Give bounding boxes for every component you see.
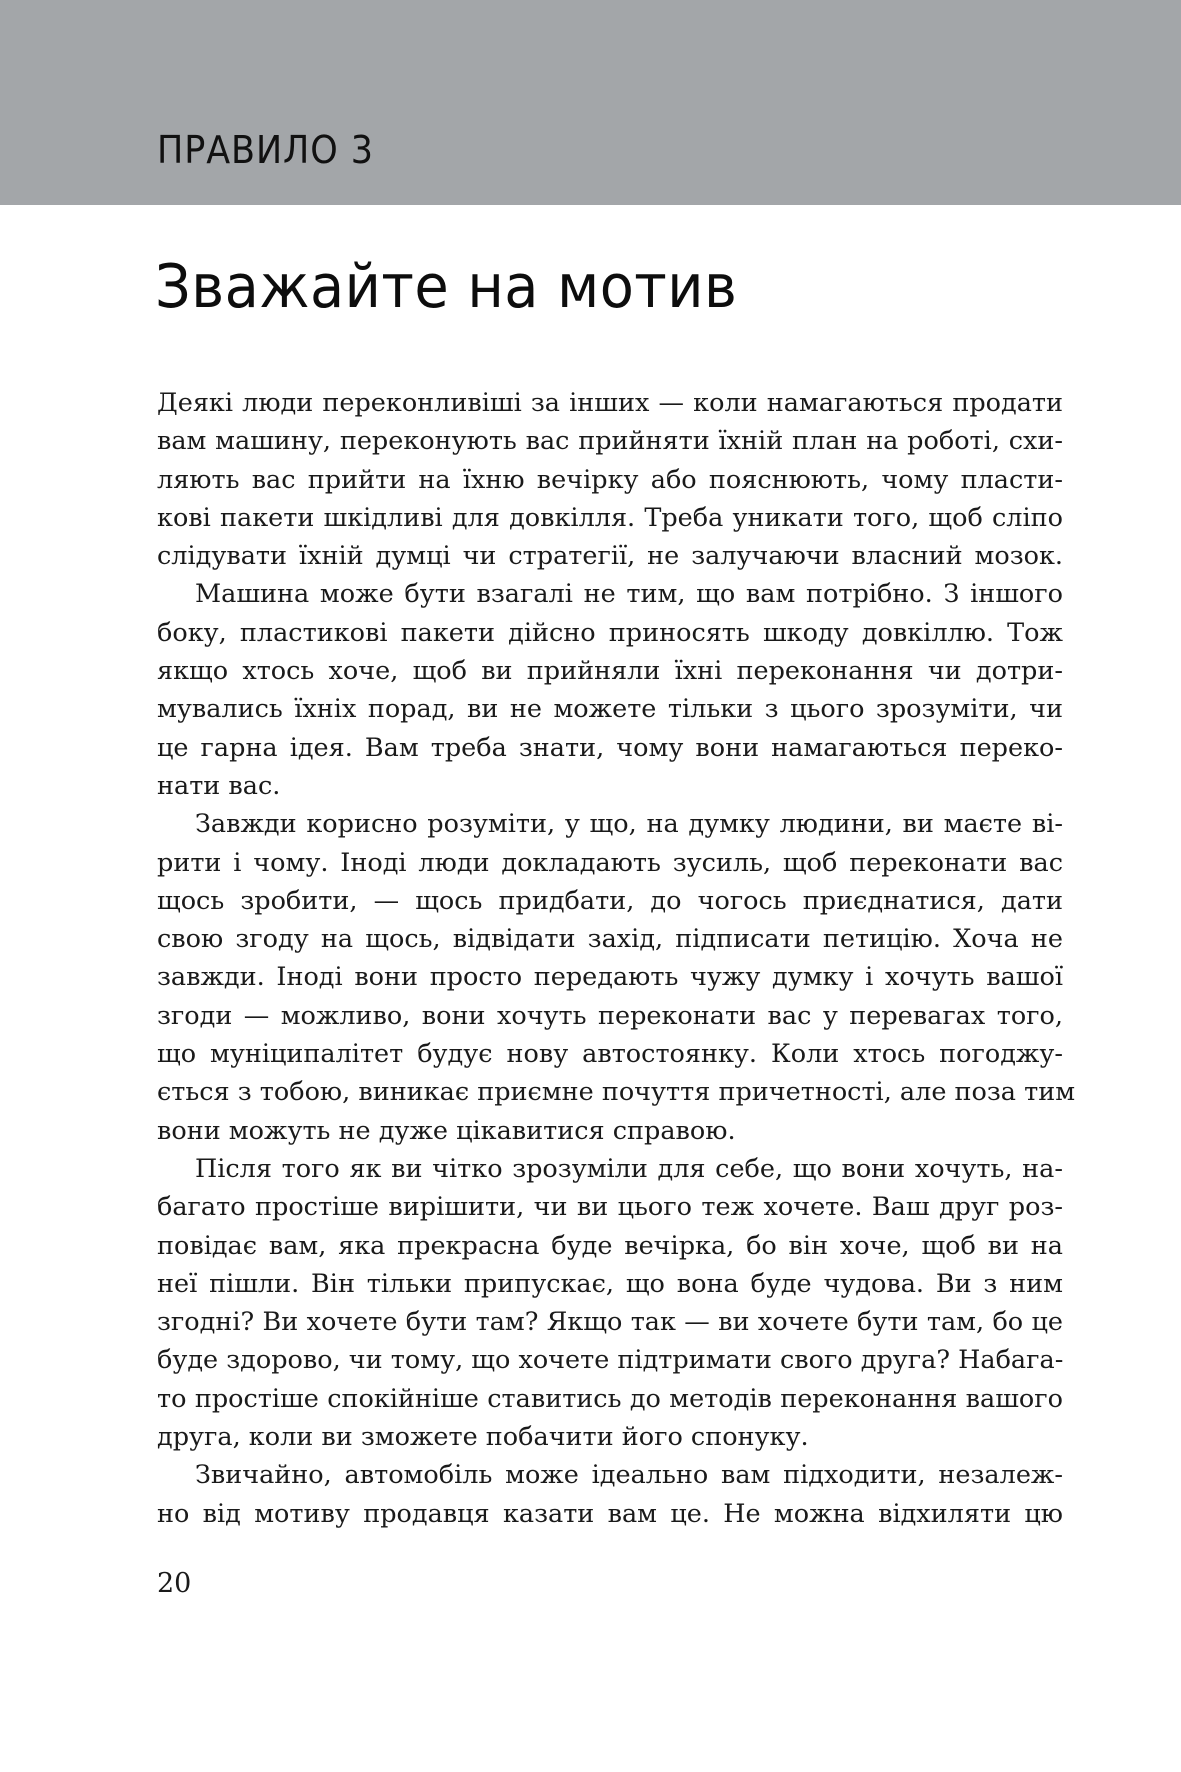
text-line: ляють вас прийти на їхню вечірку або пояснюють, чому пласти- (157, 464, 1063, 495)
chapter-header-band (0, 0, 1181, 205)
text-line: це гарна ідея. Вам треба знати, чому вони намагаються переко- (157, 732, 1063, 763)
text-line: Деякі люди переконливіші за інших — коли намагаються продати (157, 388, 1063, 418)
text-line: щось зробити, — щось придбати, до чогось приєднатися, дати (157, 885, 1063, 916)
text-line: що муніципалітет будує нову автостоянку. Коли хтось погоджу- (157, 1039, 1063, 1070)
paragraph-4 (157, 1150, 1063, 1456)
paragraph-2 (157, 575, 1063, 805)
text-line: боку, пластикові пакети дійсно приносять шкоду довкіллю. Тож (157, 617, 1063, 648)
text-line: Машина може бути взагалі не тим, що вам потрібно. З іншого (195, 579, 1063, 610)
text-line: згодні? Ви хочете бути там? Якщо так — ви хочете бути там, бо це (157, 1307, 1063, 1338)
text-line: завжди. Іноді вони просто передають чужу думку і хочуть вашої (157, 962, 1063, 993)
paragraph-1 (157, 384, 1063, 575)
text-line: ється з тобою, виникає приємне почуття причетності, але поза тим (157, 1077, 1076, 1108)
text-line: згоди — можливо, вони хочуть переконати вас у перевагах того, (157, 1000, 1063, 1031)
text-line: вони можуть не дуже цікавитися справою. (157, 1115, 736, 1146)
page-number: 20 (157, 1568, 192, 1599)
paragraph-5 (157, 1456, 1063, 1533)
paragraph-3 (157, 805, 1076, 1150)
chapter-title: Зважайте на мотив (155, 252, 738, 322)
text-line: друга, коли ви зможете побачити його спонуку. (157, 1422, 809, 1453)
text-line: Після того як ви чітко зрозуміли для себе, що вони хочуть, на- (195, 1153, 1063, 1184)
text-line: Звичайно, автомобіль може ідеально вам підходити, незалеж- (195, 1460, 1063, 1491)
body-text (157, 384, 1076, 1533)
text-line: то простіше спокійніше ставитись до методів переконання вашого (157, 1383, 1063, 1414)
text-line: рити і чому. Іноді люди докладають зусиль, щоб переконати вас (157, 847, 1063, 878)
text-line: буде здорово, чи тому, що хочете підтримати свого друга? Набага- (157, 1345, 1064, 1376)
text-line: багато простіше вирішити, чи ви цього теж хочете. Ваш друг роз- (157, 1192, 1063, 1223)
text-line: но від мотиву продавця казати вам це. Не можна відхиляти цю (157, 1498, 1063, 1529)
text-line: вам машину, переконують вас прийняти їхній план на роботі, схи- (157, 426, 1063, 457)
text-line: слідувати їхній думці чи стратегії, не залучаючи власний мозок. (157, 541, 1063, 572)
text-line: нати вас. (157, 770, 281, 801)
text-line: неї пішли. Він тільки припускає, що вона буде чудова. Ви з ним (157, 1268, 1063, 1299)
text-line: свою згоду на щось, відвідати захід, підписати петицію. Хоча не (157, 924, 1063, 955)
text-line: кові пакети шкідливі для довкілля. Треба уникати того, щоб сліпо (157, 502, 1063, 533)
text-line: повідає вам, яка прекрасна буде вечірка, бо він хоче, щоб ви на (157, 1230, 1063, 1261)
rule-number-label: ПРАВИЛО 3 (157, 128, 374, 172)
text-line: Завжди корисно розуміти, у що, на думку людини, ви маєте ві- (195, 809, 1063, 840)
text-line: якщо хтось хоче, щоб ви прийняли їхні переконання чи дотри- (157, 656, 1063, 687)
text-line: мувались їхніх порад, ви не можете тільки з цього зрозуміти, чи (157, 694, 1063, 725)
